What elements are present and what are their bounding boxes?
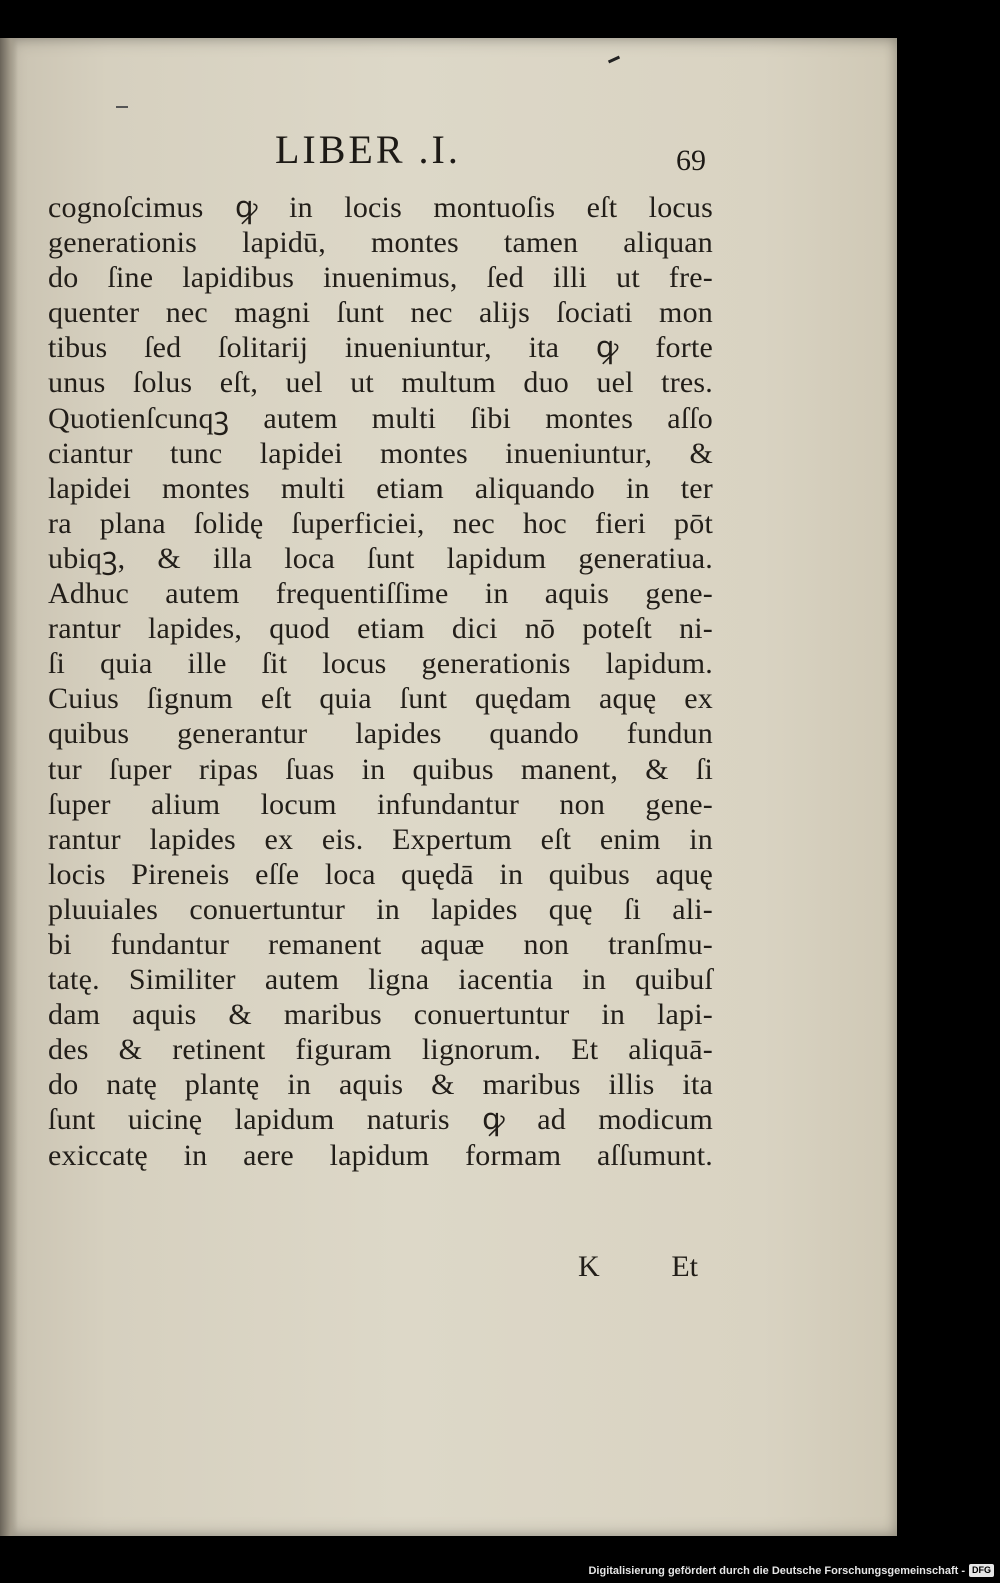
funding-footer	[588, 1564, 994, 1577]
text-line: dam aquis & maribus conuertuntur in lapi-	[48, 998, 713, 1032]
dfg-logo: DFG	[969, 1564, 994, 1577]
text-line: unus ſolus eſt, uel ut multum duo uel tres.	[48, 366, 713, 400]
text-line: ſuper alium locum infundantur non gene-	[48, 787, 713, 821]
catchword	[578, 1250, 698, 1284]
text-line: ciantur tunc lapidei montes inueniuntur, &	[48, 436, 713, 470]
text-line: do ſine lapidibus inuenimus, ſed illi ut fre-	[48, 261, 713, 295]
text-line: Quotienſcunqꝫ autem multi ſibi montes aſſo	[48, 401, 713, 435]
text-line: locis Pireneis eſſe loca quędā in quibus aquę	[48, 857, 713, 891]
text-line: ra plana ſolidę ſuperficiei, nec hoc fieri pōt	[48, 506, 713, 540]
text-line: lapidei montes multi etiam aliquando in ter	[48, 471, 713, 505]
text-line: pluuiales conuertuntur in lapides quę ſi ali-	[48, 892, 713, 926]
text-line: exiccatę in aere lapidum formam aſſumunt.	[48, 1138, 713, 1172]
body-text	[48, 190, 713, 1173]
catchword-text: Et	[671, 1250, 698, 1283]
text-line: tibus ſed ſolitarij inueniuntur, ita ꝙ forte	[48, 331, 713, 365]
text-line: bi fundantur remanent aquæ non tranſmu-	[48, 927, 713, 961]
text-line: Adhuc autem frequentiſſime in aquis gene-	[48, 577, 713, 611]
book-page	[0, 38, 897, 1536]
text-line: des & retinent figuram lignorum. Et aliquā-	[48, 1033, 713, 1067]
text-line: generationis lapidū, montes tamen aliquan	[48, 226, 713, 260]
funding-text: Digitalisierung gefördert durch die Deutsche Forschungsgemeinschaft -	[588, 1564, 965, 1577]
folio-number: 69	[676, 144, 706, 177]
text-line: tatę. Similiter autem ligna iacentia in quibuſ	[48, 963, 713, 997]
signature-mark: K	[578, 1250, 600, 1283]
text-line: quenter nec magni ſunt nec alijs ſociati mon	[48, 296, 713, 330]
text-line: ſi quia ille ſit locus generationis lapidum.	[48, 647, 713, 681]
text-line: Cuius ſignum eſt quia ſunt quędam aquę ex	[48, 682, 713, 716]
text-line: do natę plantę in aquis & maribus illis ita	[48, 1068, 713, 1102]
text-line: quibus generantur lapides quando fundun	[48, 717, 713, 751]
text-line: rantur lapides ex eis. Expertum eſt enim in	[48, 822, 713, 856]
text-line: cognoſcimus ꝙ in locis montuoſis eſt locus	[48, 191, 713, 224]
text-line: ſunt uicinę lapidum naturis ꝙ ad modicum	[48, 1103, 713, 1137]
ink-dash	[116, 106, 128, 108]
text-line: ubiqꝫ, & illa loca ſunt lapidum generatiua.	[48, 541, 713, 575]
ink-mark	[608, 56, 620, 64]
text-line: rantur lapides, quod etiam dici nō poteſt ni-	[48, 612, 713, 646]
running-head: LIBER .I.	[275, 127, 461, 172]
text-line: tur ſuper ripas ſuas in quibus manent, & ſi	[48, 752, 713, 786]
